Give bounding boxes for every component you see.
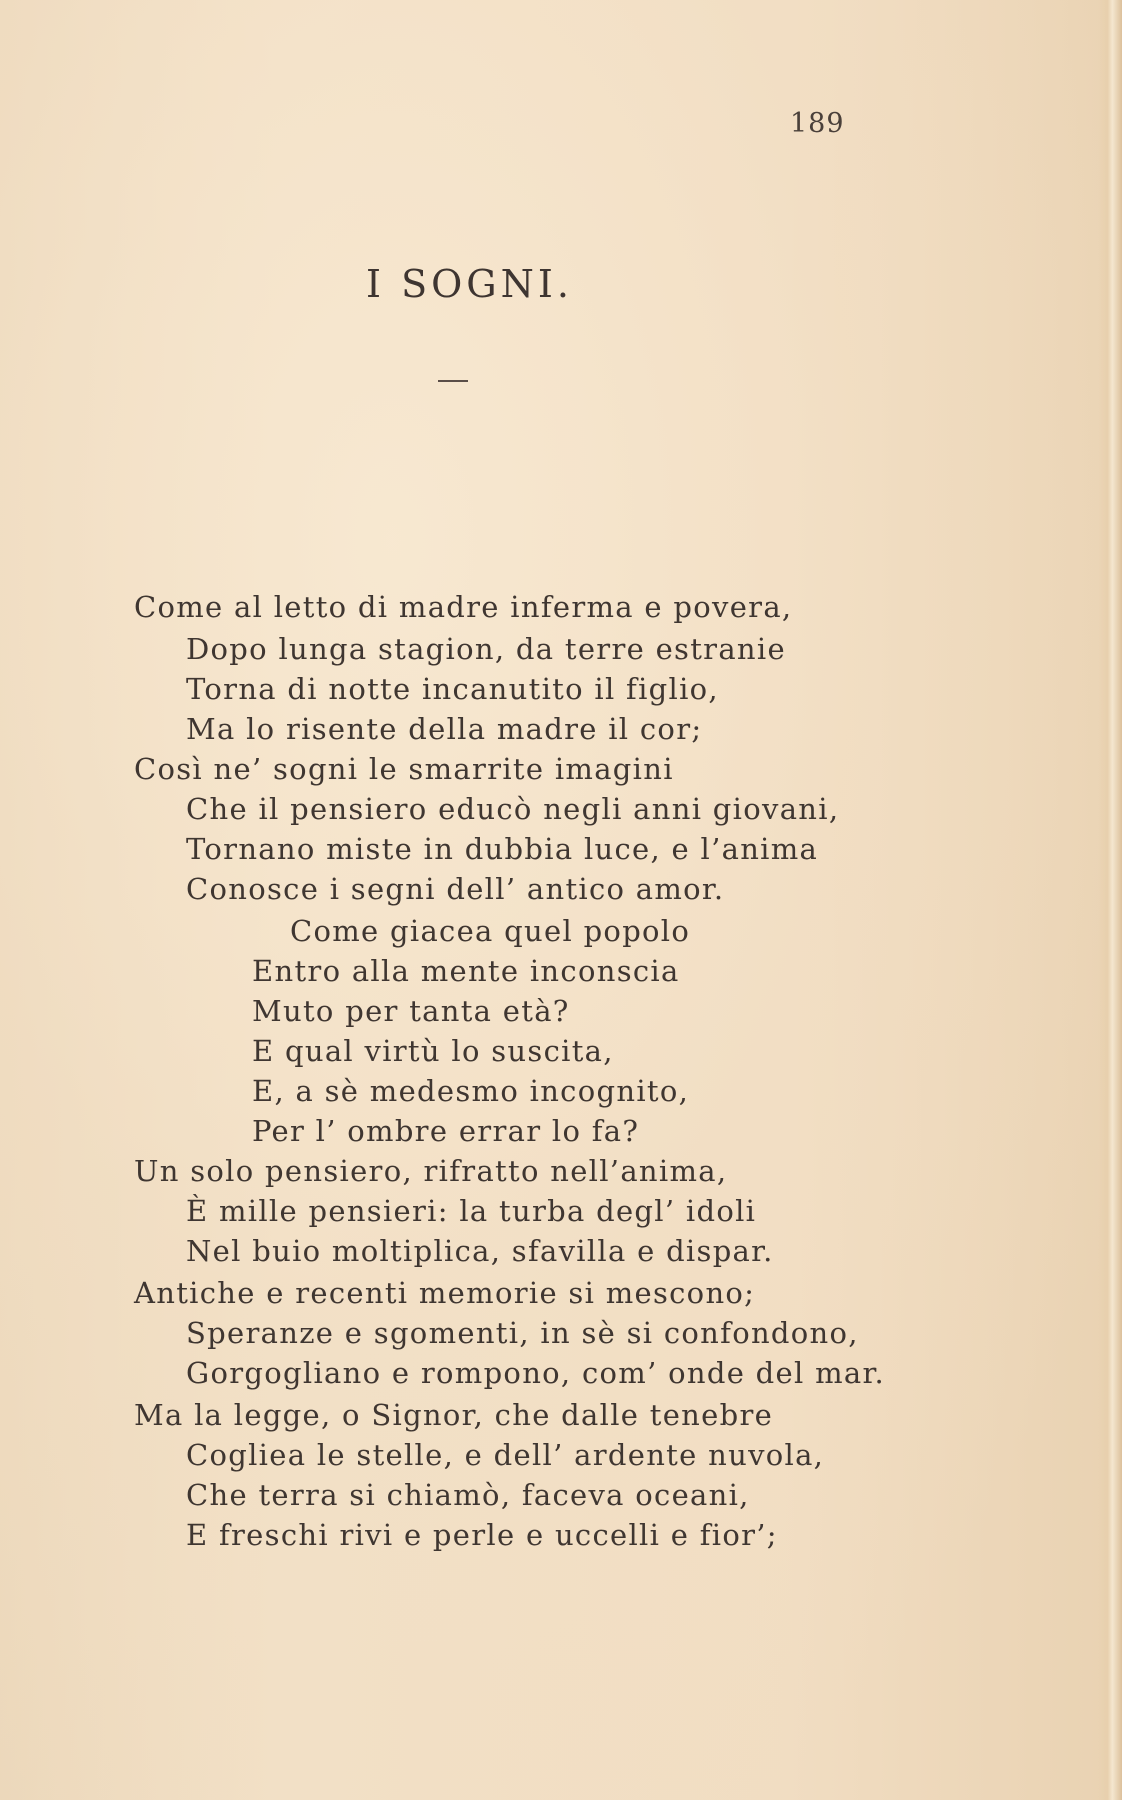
- poem-line-2: Dopo lunga stagion, da terre estranie: [186, 632, 786, 666]
- poem-line-18: Antiche e recenti memorie si mescono;: [134, 1276, 756, 1310]
- poem-title: I SOGNI.: [366, 262, 573, 306]
- poem-line-11: Muto per tanta età?: [252, 994, 570, 1028]
- poem-line-15: Un solo pensiero, rifratto nell’anima,: [134, 1154, 728, 1188]
- poem-line-1: Come al letto di madre inferma e povera,: [134, 590, 793, 624]
- poem-line-21: Ma la legge, o Signor, che dalle tenebre: [134, 1398, 774, 1432]
- poem-line-13: E, a sè medesmo incognito,: [252, 1074, 690, 1108]
- poem-line-3: Torna di notte incanutito il figlio,: [186, 672, 719, 706]
- title-divider: [438, 380, 468, 382]
- poem-line-6: Che il pensiero educò negli anni giovani,: [186, 792, 840, 826]
- poem-line-9: Come giacea quel popolo: [290, 914, 691, 948]
- poem-line-12: E qual virtù lo suscita,: [252, 1034, 614, 1068]
- poem-line-24: E freschi rivi e perle e uccelli e fior’;: [186, 1518, 778, 1552]
- poem-line-20: Gorgogliano e rompono, com’ onde del mar.: [186, 1356, 885, 1390]
- poem-line-22: Cogliea le stelle, e dell’ ardente nuvola,: [186, 1438, 825, 1472]
- page-number: 189: [790, 108, 845, 139]
- poem-line-14: Per l’ ombre errar lo fa?: [252, 1114, 640, 1148]
- poem-line-8: Conosce i segni dell’ antico amor.: [186, 872, 725, 906]
- poem-line-16: È mille pensieri: la turba degl’ idoli: [186, 1194, 757, 1228]
- poem-line-19: Speranze e sgomenti, in sè si confondono,: [186, 1316, 859, 1350]
- poem-line-5: Così ne’ sogni le smarrite imagini: [134, 752, 674, 786]
- poem-line-23: Che terra si chiamò, faceva oceani,: [186, 1478, 750, 1512]
- poem-line-7: Tornano miste in dubbia luce, e l’anima: [186, 832, 819, 866]
- poem-line-4: Ma lo risente della madre il cor;: [186, 712, 703, 746]
- poem-line-17: Nel buio moltiplica, sfavilla e dispar.: [186, 1234, 774, 1268]
- poem-line-10: Entro alla mente inconscia: [252, 954, 680, 988]
- page-edge: [1098, 0, 1122, 1800]
